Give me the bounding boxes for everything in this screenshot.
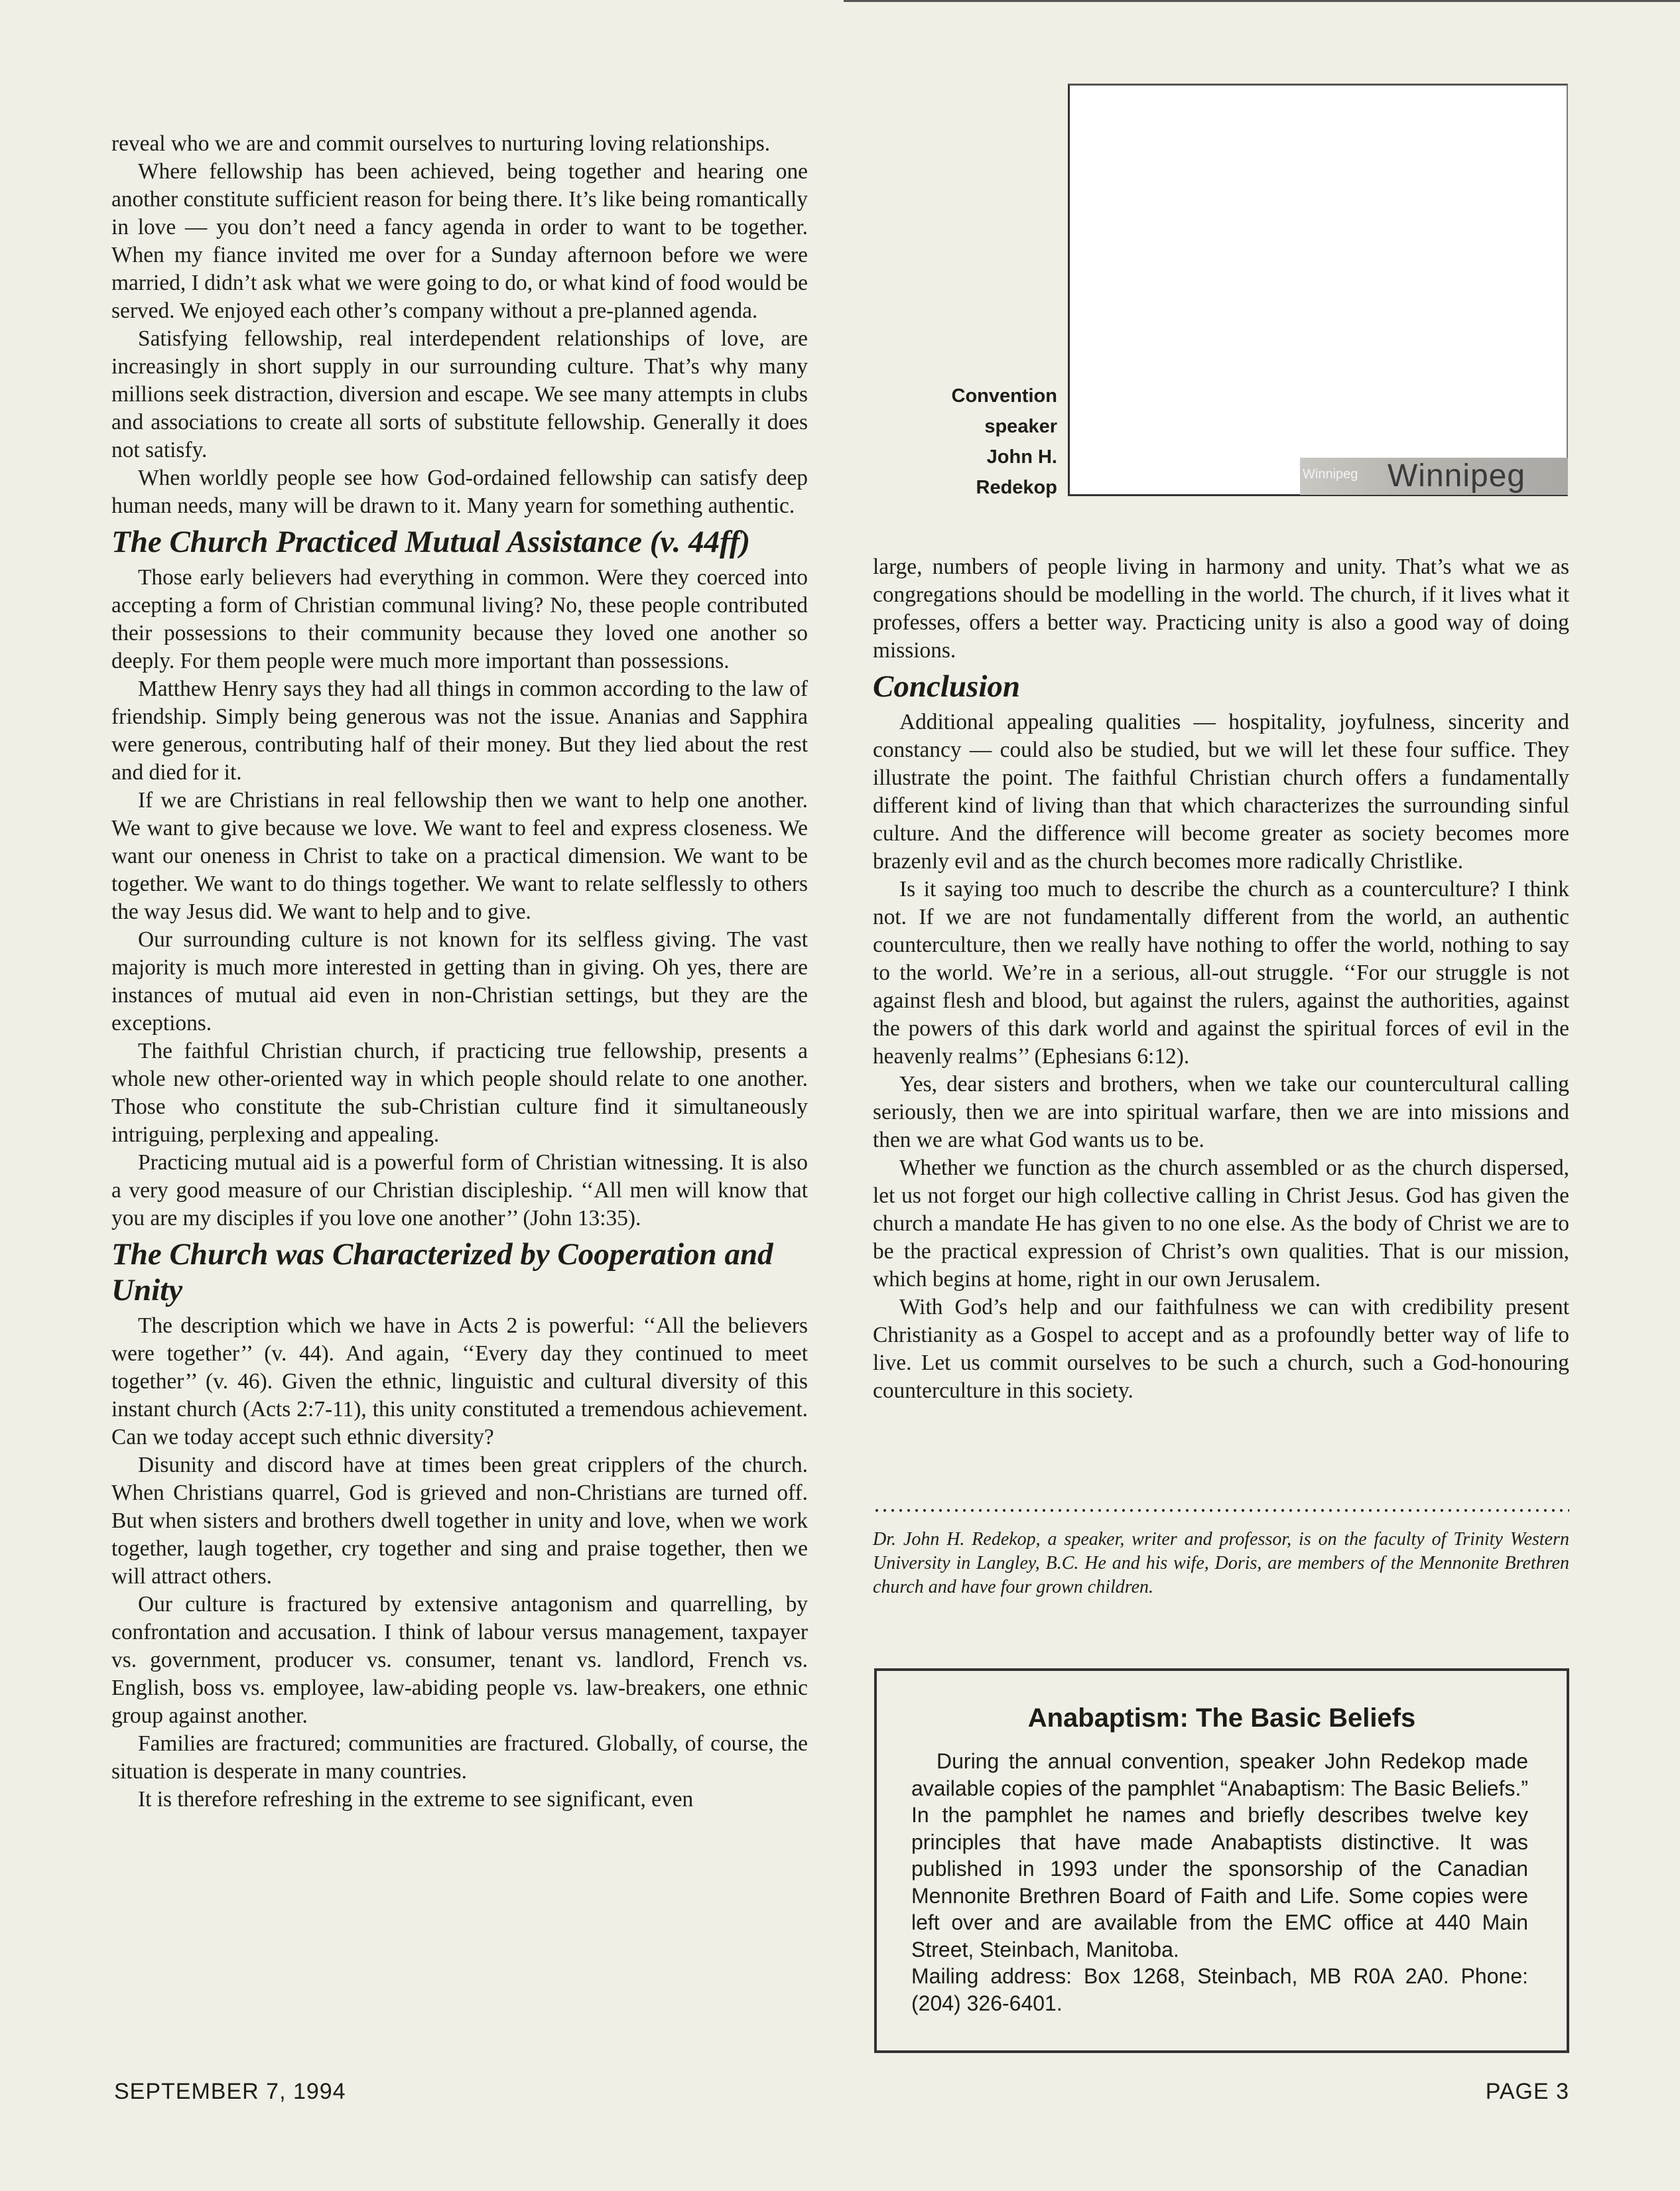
photo-sign-strip xyxy=(1300,458,1568,495)
section-heading-mutual-assistance: The Church Practiced Mutual Assistance (v. 44ff) xyxy=(111,525,751,559)
paragraph: With God’s help and our faithfulness we can with credibility present Christianity as a Gospel to accept and as a profoundly better way of life to live. Let us commit ourselves to be such a church, such a God-honouring counterculture in this society. xyxy=(873,1295,1569,1403)
caption-line: John H. xyxy=(986,446,1057,468)
paragraph: Is it saying too much to describe the church as a counterculture? I think not. If we are not fundamentally different from the world, an authentic counterculture, then we really have nothing to offer the world, nothing to say to the world. We’re in a serious, all-out struggle. ‘‘For our struggle is not against flesh and blood, but against the rulers, against the authorities, against the powers of this dark world and against the spiritual forces of evil in the heavenly realms’’ (Ephesians 6:12). xyxy=(873,877,1569,1069)
photo-caption xyxy=(915,381,1057,503)
paragraph: Disunity and discord have at times been great cripplers of the church. When Christians quarrel, God is grieved and non-Christians are turned off. But when sisters and brothers dwell together in unity and love, when we work together, laugh together, cry together and sing and praise together, then we will attract others. xyxy=(111,1453,808,1589)
caption-line: Redekop xyxy=(976,477,1057,498)
paragraph: If we are Christians in real fellowship then we want to help one another. We want to give because we love. We want to feel and express closeness. We want our oneness in Christ to take on a practical dimension. We want to be together. We want to do things together. We want to relate selflessly to others the way Jesus did. We want to help and to give. xyxy=(111,788,808,924)
paragraph: Those early believers had everything in common. Were they coerced into accepting a form of Christian communal living? No, these people contributed their possessions to their community because they loved one another so deeply. For them people were much more important than possessions. xyxy=(111,565,808,673)
top-rule xyxy=(844,0,1680,2)
sign-text-big: Winnipeg xyxy=(1388,458,1526,494)
dotted-separator xyxy=(873,1508,1569,1512)
paragraph: Our culture is fractured by extensive antagonism and quarrelling, by confrontation and accusation. I think of labour versus management, taxpayer vs. government, producer vs. consumer, tenant vs. landlord, French vs. English, boss vs. employee, law-abiding people vs. law-breakers, one ethnic group against another. xyxy=(111,1592,808,1728)
paragraph: During the annual convention, speaker John Redekop made available copies of the pamphlet “Anabaptism: The Basic Beliefs.” In the pamphlet he names and briefly describes twelve key principles that have made Anabaptists distinctive. It was published in 1993 under the sponsorship of the Canadian Mennonite Brethren Board of Faith and Life. Some copies were left over and are available from the EMC office at 440 Main Street, Steinbach, Manitoba. xyxy=(911,1749,1528,1961)
sidebar-box xyxy=(874,1668,1569,2053)
right-column xyxy=(873,553,1569,1405)
paragraph: reveal who we are and commit ourselves to nurturing loving relationships. xyxy=(111,131,771,156)
paragraph: Practicing mutual aid is a powerful form of Christian witnessing. It is also a very good measure of our Christian discipleship. ‘‘All men will know that you are my disciples if you love one another’’ (John 13:35). xyxy=(111,1150,808,1230)
left-column xyxy=(111,130,808,1814)
paragraph: Where fellowship has been achieved, being together and hearing one another constitute sufficient reason for being there. It’s like being romantically in love — you don’t need a fancy agenda in order to want to be together. When my fiance invited me over for a Sunday afternoon before we were married, I didn’t ask what we were going to do, or what kind of food would be served. We enjoyed each other’s company without a pre-planned agenda. xyxy=(111,159,808,323)
paragraph: The description which we have in Acts 2 is powerful: ‘‘All the believers were together’’ (v. 44). And again, ‘‘Every day they continued to meet together’’ (v. 46). Given the ethnic, linguistic and cultural diversity of this instant church (Acts 2:7-11), this unity constituted a tremendous achievement. Can we today accept such ethnic diversity? xyxy=(111,1313,808,1449)
sidebar-box-body xyxy=(911,1748,1528,2017)
paragraph: Whether we function as the church assembled or as the church dispersed, let us not forget our high collective calling in Christ Jesus. God has given the church a mandate He has given to no one else. As the body of Christ we are to be the practical expression of Christ’s own qualities. That is our mission, which begins at home, right in our own Jerusalem. xyxy=(873,1156,1569,1292)
paragraph: Satisfying fellowship, real interdependent relationships of love, are increasingly in short supply in our surrounding culture. That’s why many millions seek distraction, diversion and escape. We see many attempts in clubs and associations to create all sorts of substitute fellowship. Generally it does not satisfy. xyxy=(111,326,808,462)
paragraph: When worldly people see how God-ordained fellowship can satisfy deep human needs, many will be drawn to it. Many yearn for something authentic. xyxy=(111,466,808,518)
footer-page-number: PAGE 3 xyxy=(1485,2079,1569,2104)
footer-date: SEPTEMBER 7, 1994 xyxy=(114,2079,346,2104)
mailing-address: Mailing address: Box 1268, Steinbach, MB R0A 2A0. Phone: (204) 326-6401. xyxy=(911,1964,1528,2015)
caption-line: speaker xyxy=(984,416,1057,437)
speaker-photo-frame xyxy=(1068,84,1568,496)
paragraph: Yes, dear sisters and brothers, when we take our countercultural calling seriously, then we are into spiritual warfare, then we are into missions and then we are what God wants us to be. xyxy=(873,1072,1569,1152)
section-heading-conclusion: Conclusion xyxy=(873,669,1021,704)
paragraph: Matthew Henry says they had all things in common according to the law of friendship. Simply being generous was not the issue. Ananias and Sapphira were generous, contributing half of their money. But they lied about the rest and died for it. xyxy=(111,677,808,785)
caption-line: Convention xyxy=(951,385,1057,407)
paragraph: large, numbers of people living in harmony and unity. That’s what we as congregations should be modelling in the world. The church, if it lives what it professes, offers a better way. Practicing unity is also a good way of doing missions. xyxy=(873,555,1569,663)
paragraph: It is therefore refreshing in the extreme to see significant, even xyxy=(138,1787,694,1812)
sign-text-small: Winnipeg xyxy=(1303,467,1358,482)
sidebar-box-title: Anabaptism: The Basic Beliefs xyxy=(1027,1703,1416,1733)
paragraph: Additional appealing qualities — hospitality, joyfulness, sincerity and constancy — could also be studied, but we will let these four suffice. They illustrate the point. The faithful Christian church offers a fundamentally different kind of living than that which characterizes the surrounding sinful culture. And the difference will become greater as society becomes more brazenly evil and as the church becomes more radically Christlike. xyxy=(873,710,1569,874)
paragraph: Families are fractured; communities are fractured. Globally, of course, the situation is desperate in many countries. xyxy=(111,1731,808,1784)
paragraph: Our surrounding culture is not known for its selfless giving. The vast majority is much more interested in getting than in giving. Oh yes, there are instances of mutual aid even in non-Christian settings, but they are the exceptions. xyxy=(111,927,808,1035)
section-heading-cooperation-unity: The Church was Characterized by Cooperation and Unity xyxy=(111,1237,773,1307)
author-bio: Dr. John H. Redekop, a speaker, writer and professor, is on the faculty of Trinity Western University in Langley, B.C. He and his wife, Doris, are members of the Mennonite Brethren church and have four grown children. xyxy=(873,1529,1569,1597)
paragraph: The faithful Christian church, if practicing true fellowship, presents a whole new other-oriented way in which people should relate to one another. Those who constitute the sub-Christian culture find it simultaneously intriguing, perplexing and appealing. xyxy=(111,1039,808,1147)
